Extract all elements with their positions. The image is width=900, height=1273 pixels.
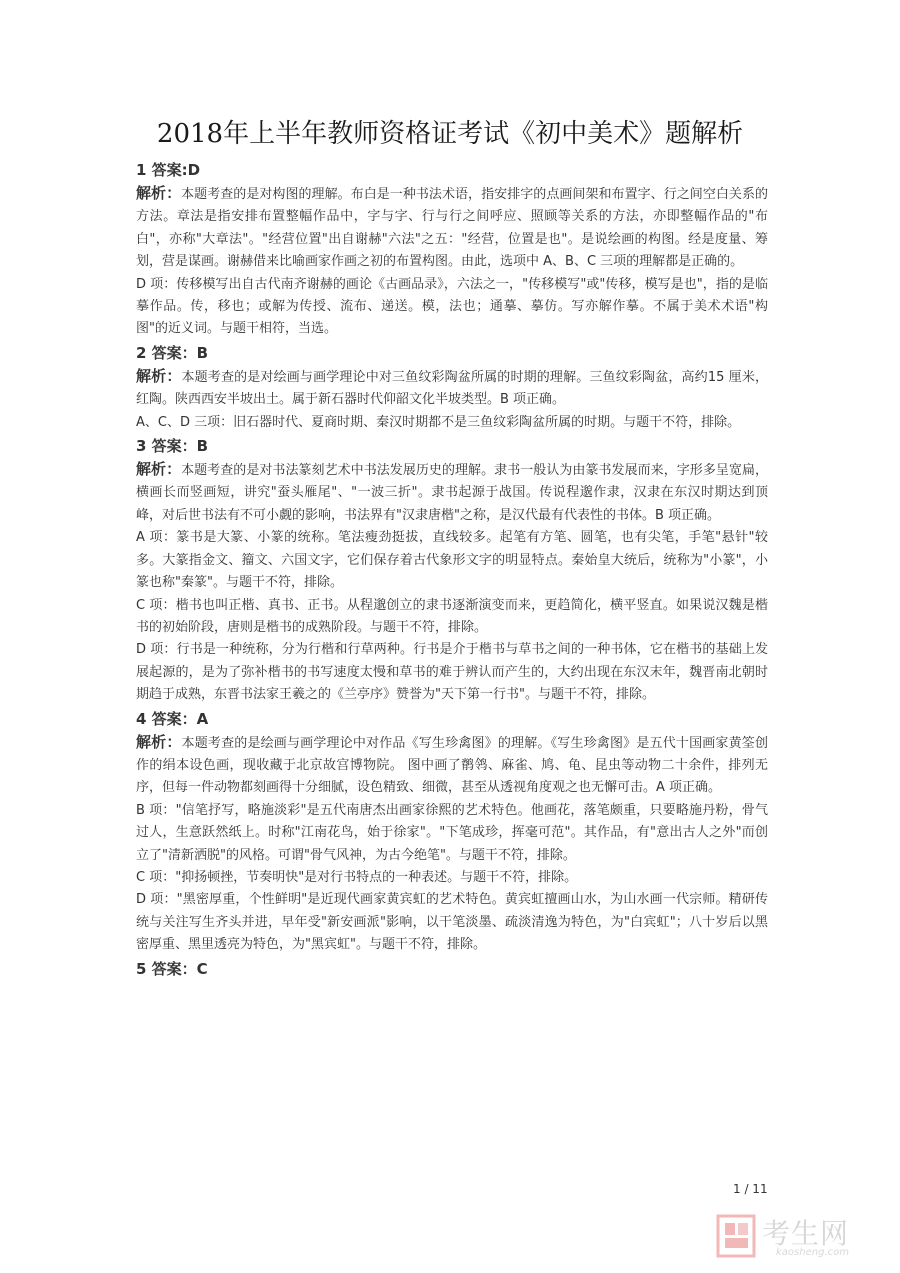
question-2-note: A、C、D 三项：旧石器时代、夏商时期、秦汉时期都不是三鱼纹彩陶盆所属的时期。与题干不符，排除。 (136, 414, 741, 430)
watermark-text: 考生网 (762, 1217, 850, 1250)
question-2-analysis: 解析：本题考查的是对绘画与画学理论中对三鱼纹彩陶盆所属的时期的理解。三鱼纹彩陶盆，高约15 厘米，红陶。陕西西安半坡出土。属于新石器时代仰韶文化半坡类型。B 项正确。 (136, 366, 768, 408)
question-4-analysis: 解析：本题考查的是绘画与画学理论中对作品《写生珍禽图》的理解。《写生珍禽图》是五代十国画家黄筌创作的绢本设色画，现收藏于北京故宫博物院。 图中画了鹡鸰、麻雀、鸠、龟、昆虫等动物二十余件，排列无序，但每一件动物都刻画得十分细腻，设色精致、细微，甚至从透视角度观之也无懈可击。A 项正确。 (136, 732, 768, 796)
question-3-note-c: C 项：楷书也叫正楷、真书、正书。从程邈创立的隶书逐渐演变而来，更趋简化，横平竖直。如果说汉魏是楷书的初始阶段，唐则是楷书的成熟阶段。与题干不符，排除。 (136, 597, 768, 635)
kaosheng-logo-icon (716, 1214, 756, 1258)
question-3-note-a: A 项：篆书是大篆、小篆的统称。笔法瘦劲挺拔，直线较多。起笔有方笔、圆笔，也有尖笔，手笔"悬针"较多。大篆指金文、籀文、六国文字，它们保存着古代象形文字的明显特点。秦始皇大统后，统称为"小篆"，小篆也称"秦篆"。与题干不符，排除。 (136, 530, 768, 591)
question-1-answer: 1 答案:D (136, 161, 201, 179)
analysis-label: 解析： (136, 460, 182, 479)
watermark-url: kaosheng.com (776, 1247, 849, 1258)
question-4-note-c: C 项："抑扬顿挫，节奏明快"是对行书特点的一种表述。与题干不符，排除。 (136, 869, 578, 885)
question-3-answer: 3 答案：B (136, 437, 209, 456)
question-1 (136, 158, 768, 341)
question-5-answer: 5 答案：C (136, 959, 208, 978)
question-4-note-d: D 项："黑密厚重，个性鲜明"是近现代画家黄宾虹的艺术特色。黄宾虹擅画山水，为山水画一代宗师。精研传统与关注写生齐头并进，早年受"新安画派"影响，以干笔淡墨、疏淡清逸为特色，为"白宾虹"；八十岁后以黑密厚重、黑里透亮为特色，为"黑宾虹"。与题干不符，排除。 (136, 892, 768, 953)
watermark (716, 1214, 886, 1264)
question-4-answer: 4 答案：A (136, 709, 209, 728)
page-title: 2018年上半年教师资格证考试《初中美术》题解析 (156, 119, 744, 149)
question-1-analysis: 解析：本题考查的是对构图的理解。布白是一种书法术语，指安排字的点画间架和布置字、行之间空白关系的方法。章法是指安排布置整幅作品中，字与字、行与行之间呼应、照顾等关系的方法，亦即整幅作品的"布白"，亦称"大章法"。"经营位置"出自谢赫"六法"之五："经营，位置是也"。是说绘画的构图。经是度量、筹划，营是谋画。谢赫借来比喻画家作画之初的布置构图。由此，选项中 A、B、C 三项的理解都是正确的。 (136, 184, 768, 270)
question-1-note: D 项：传移模写出自古代南齐谢赫的画论《古画品录》，六法之一，"传移模写"或"传移，模写是也"，指的是临摹作品。传，移也；或解为传授、流布、递送。模，法也；通摹、摹仿。写亦解作摹。不属于美术术语"构图"的近义词。与题干相符，当选。 (136, 276, 768, 337)
analysis-label: 解析： (136, 184, 182, 202)
question-3-note-d: D 项：行书是一种统称，分为行楷和行草两种。行书是介于楷书与草书之间的一种书体，它在楷书的基础上发展起源的，是为了弥补楷书的书写速度太慢和草书的难于辨认而产生的，大约出现在东汉末年，魏晋南北朝时期趋于成熟，东晋书法家王羲之的《兰亭序》赞誉为"天下第一行书"。与题干不符，排除。 (136, 642, 768, 703)
question-4 (136, 707, 768, 957)
page-number: 1 / 11 (733, 1182, 768, 1196)
question-2 (136, 341, 768, 434)
question-5 (136, 957, 768, 981)
question-3 (136, 434, 768, 706)
question-2-answer: 2 答案：B (136, 343, 209, 362)
analysis-label: 解析： (136, 732, 182, 751)
analysis-label: 解析： (136, 366, 182, 385)
question-4-note-b: B 项："信笔抒写，略施淡彩"是五代南唐杰出画家徐熙的艺术特色。他画花，落笔颇重，只要略施丹粉，骨气过人，生意跃然纸上。时称"江南花鸟，始于徐家"。"下笔成珍，挥毫可范"。其作品，有"意出古人之外"而创立了"清新洒脱"的风格。可谓"骨气风神，为古今绝笔"。与题干不符，排除。 (136, 802, 768, 863)
question-3-analysis: 解析：本题考查的是对书法篆刻艺术中书法发展历史的理解。隶书一般认为由篆书发展而来，字形多呈宽扁，横画长而竖画短，讲究"蚕头雁尾"、"一波三折"。隶书起源于战国。传说程邈作隶，汉隶在东汉时期达到顶峰，对后世书法有不可小觑的影响，书法界有"汉隶唐楷"之称，是汉代最有代表性的书体。B 项正确。 (136, 460, 768, 523)
document-body (136, 158, 768, 981)
